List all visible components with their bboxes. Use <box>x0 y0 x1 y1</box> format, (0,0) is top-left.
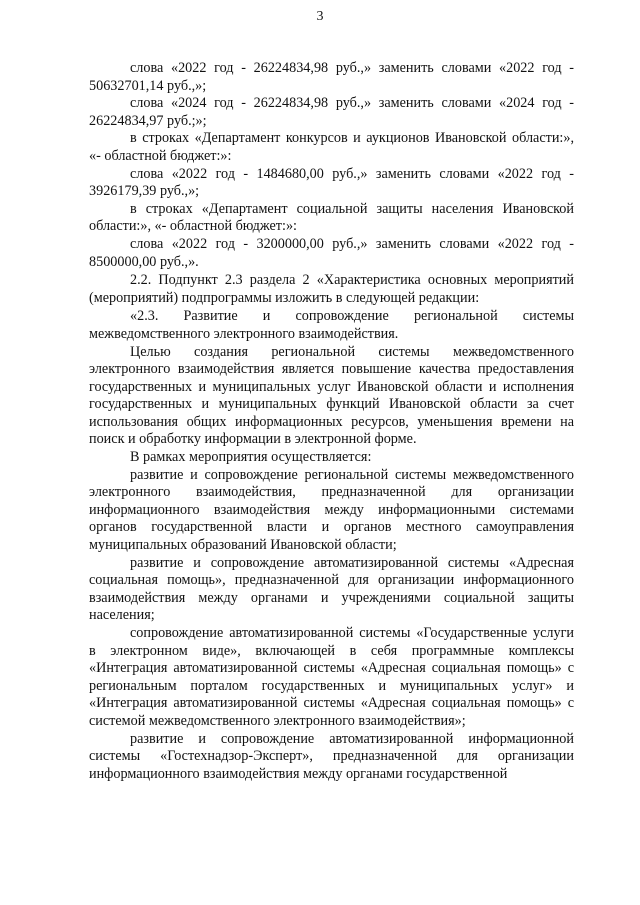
paragraph-clause-2-3-title: «2.3. Развитие и сопровождение региональной системы межведомственного электронного взаимодействия. <box>89 308 574 342</box>
paragraph-activity-smev: развитие и сопровождение региональной системы межведомственного электронного взаимодействия, предназначенной для организации информационного взаимодействия между информационными системами органов государственной власти и органов местного самоуправления муниципальных образований Ивановской области; <box>89 466 574 554</box>
paragraph-activity-asp: развитие и сопровождение автоматизированной системы «Адресная социальная помощь», предназначенной для организации информационного взаимодействия между органами и учреждениями социальной защиты населения; <box>89 554 574 624</box>
paragraph-amend-2024-total: слова «2024 год - 26224834,98 руб.,» заменить словами «2024 год - 26224834,97 руб.;»; <box>89 95 574 129</box>
paragraph-amend-2022-total: слова «2022 год - 26224834,98 руб.,» заменить словами «2022 год - 50632701,14 руб.,»; <box>89 60 574 94</box>
paragraph-dept-social: в строках «Департамент социальной защиты населения Ивановской области:», «- областной бюджет:»: <box>89 200 574 235</box>
paragraph-amend-2022-social: слова «2022 год - 3200000,00 руб.,» заменить словами «2022 год - 8500000,00 руб.,». <box>89 235 574 270</box>
paragraph-goal: Целью создания региональной системы межведомственного электронного взаимодействия является повышение качества предоставления государственных и муниципальных услуг Ивановской области и исполнения государственных и муниципальных функций Ивановской области за счет использования общих информационных ресурсов, уменьшения времени на поиск и обработку информации в электронной форме. <box>89 343 574 448</box>
paragraph-clause-2-2: 2.2. Подпункт 2.3 раздела 2 «Характеристика основных мероприятий (мероприятий) подпрограммы изложить в следующей редакции: <box>89 272 574 306</box>
paragraph-activities-intro: В рамках мероприятия осуществляется: <box>130 449 372 466</box>
paragraph-dept-auctions: в строках «Департамент конкурсов и аукционов Ивановской области:», «- областной бюджет:»: <box>89 130 574 164</box>
page-number: 3 <box>316 9 324 24</box>
paragraph-activity-gosuslugi: сопровождение автоматизированной системы «Государственные услуги в электронном виде», включающей в себя программные комплексы «Интеграция автоматизированной системы «Адресная социальная помощь» с региональным порталом государственных и муниципальных услуг» и «Интеграция автоматизированной системы «Адресная социальная помощь» с системой межведомственного электронного взаимодействия»; <box>89 625 574 729</box>
document-body <box>89 60 574 783</box>
paragraph-activity-gostekhnadzor: развитие и сопровождение автоматизированной информационной системы «Гостехнадзор-Эксперт», предназначенной для организации информационного взаимодействия между органами государственной <box>89 730 574 782</box>
paragraph-amend-2022-auctions: слова «2022 год - 1484680,00 руб.,» заменить словами «2022 год - 3926179,39 руб.,»; <box>89 165 574 200</box>
